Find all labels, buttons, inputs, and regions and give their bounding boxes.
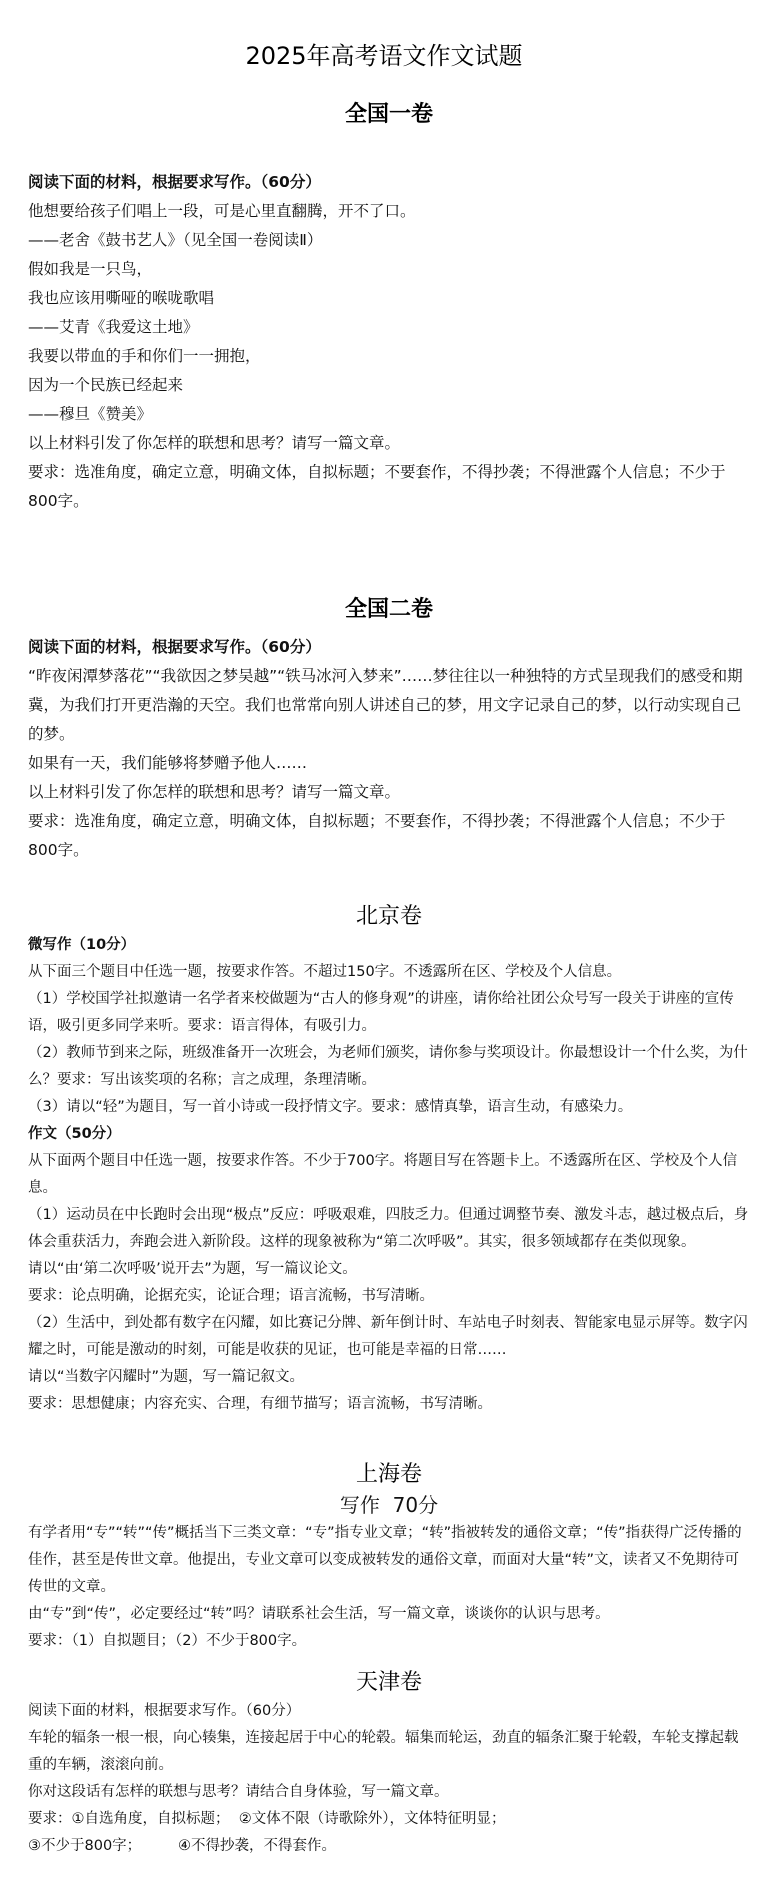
section-national-2: [28, 595, 750, 865]
requirement-line: ③不少于800字； ④不得抄袭，不得套作。: [28, 1838, 337, 1854]
essay-line: 要求：论点明确，论据充实，论证合理；语言流畅，书写清晰。: [28, 1288, 434, 1304]
section-national-1: [28, 100, 750, 516]
instruction: 阅读下面的材料，根据要求写作。（60分）: [28, 638, 321, 656]
material-source: ——穆旦《赞美》: [28, 405, 153, 423]
material-line: 车轮的辐条一根一根，向心辏集，连接起居于中心的轮毂。辐集而轮运，劲直的辐条汇聚于轮毂，车轮支撑起载重的车辆，滚滚向前。: [28, 1730, 739, 1773]
essay-line: （2）生活中，到处都有数字在闪耀，如比赛记分牌、新年倒计时、车站电子时刻表、智能家电显示屏等。数字闪耀之时，可能是激动的时刻，可能是收获的见证，也可能是幸福的日常……: [28, 1315, 748, 1358]
section-title: 全国一卷: [344, 102, 433, 127]
requirement-line: 要求：①自选角度，自拟标题； ②文体不限（诗歌除外），文体特征明显；: [28, 1811, 506, 1827]
requirement-line: 要求：（1）自拟题目；（2）不少于800字。: [28, 1633, 307, 1649]
section-beijing: [28, 902, 750, 1418]
section-shanghai: [28, 1460, 750, 1655]
requirement-line: 要求：选准角度，确定立意，明确文体，自拟标题；不要套作，不得抄袭；不得泄露个人信息；不少于800字。: [28, 463, 726, 510]
material-source: ——艾青《我爱这土地》: [28, 318, 199, 336]
instruction: 阅读下面的材料，根据要求写作。（60分）: [28, 1703, 301, 1719]
section-tianjin: [28, 1668, 750, 1860]
essay-line: 请以“当数字闪耀时”为题，写一篇记叙文。: [28, 1369, 305, 1385]
prompt-line: 以上材料引发了你怎样的联想和思考？请写一篇文章。: [28, 783, 401, 801]
section-title: 北京卷: [355, 904, 422, 929]
document-title: 2025年高考语文作文试题: [245, 42, 523, 70]
material-line: 如果有一天，我们能够将梦赠予他人……: [28, 754, 308, 772]
material-line: “昨夜闲潭梦落花”“我欲因之梦吴越”“铁马冰河入梦来”……梦往往以一种独特的方式呈现我们的感受和期冀，为我们打开更浩瀚的天空。我们也常常向别人讲述自己的梦，用文字记录自己的梦，以行动实现自己的梦。: [28, 667, 743, 743]
material-line: 他想要给孩子们唱上一段，可是心里直翻腾，开不了口。: [28, 202, 416, 220]
material-line: 我也应该用嘶哑的喉咙歌唱: [28, 289, 215, 307]
micro-writing-line: （2）教师节到来之际，班级准备开一次班会，为老师们颁奖，请你参与奖项设计。你最想设计一个什么奖，为什么？要求：写出该奖项的名称；言之成理，条理清晰。: [28, 1045, 748, 1088]
essay-line: 请以“由‘第二次呼吸’说开去”为题，写一篇议论文。: [28, 1261, 357, 1277]
essay-line: （1）运动员在中长跑时会出现“极点”反应：呼吸艰难，四肢乏力。但通过调整节奏、激发斗志，越过极点后，身体会重获活力，奔跑会进入新阶段。这样的现象被称为“第二次呼吸”。其实，很多领域都存在类似现象。: [28, 1207, 749, 1250]
section-title: 天津卷: [355, 1670, 422, 1695]
prompt-line: 以上材料引发了你怎样的联想和思考？请写一篇文章。: [28, 434, 401, 452]
micro-writing-line: （3）请以“轻”为题目，写一首小诗或一段抒情文字。要求：感情真挚，语言生动，有感染力。: [28, 1099, 633, 1115]
micro-writing-line: （1）学校国学社拟邀请一名学者来校做题为“古人的修身观”的讲座，请你给社团公众号写一段关于讲座的宣传语，吸引更多同学来听。要求：语言得体，有吸引力。: [28, 991, 734, 1034]
micro-writing-line: 从下面三个题目中任选一题，按要求作答。不超过150字。不透露所在区、学校及个人信息。: [28, 964, 622, 980]
essay-heading: 作文（50分）: [28, 1126, 121, 1142]
instruction: 阅读下面的材料，根据要求写作。（60分）: [28, 173, 321, 191]
material-source: ——老舍《鼓书艺人》（见全国一卷阅读Ⅱ）: [28, 231, 323, 249]
essay-line: 要求：思想健康；内容充实、合理，有细节描写；语言流畅，书写清晰。: [28, 1396, 492, 1412]
material-line: 我要以带血的手和你们一一拥抱，: [28, 347, 261, 365]
material-line: 假如我是一只鸟，: [28, 260, 153, 278]
material-line: 有学者用“专”“转”“传”概括当下三类文章：“专”指专业文章；“转”指被转发的通俗文章；“传”指获得广泛传播的佳作，甚至是传世文章。他提出，专业文章可以变成被转发的通俗文章，而面对大量“转”文，读者又不免期待可传世的文章。: [28, 1525, 742, 1595]
essay-line: 从下面两个题目中任选一题，按要求作答。不少于700字。将题目写在答题卡上。不透露所在区、学校及个人信息。: [28, 1153, 738, 1196]
section-title: 上海卷: [355, 1462, 422, 1487]
material-line: 因为一个民族已经起来: [28, 376, 184, 394]
requirement-line: 要求：选准角度，确定立意，明确文体，自拟标题；不要套作，不得抄袭；不得泄露个人信息；不少于800字。: [28, 812, 726, 859]
section-title: 全国二卷: [344, 597, 433, 622]
micro-writing-heading: 微写作（10分）: [28, 937, 136, 953]
prompt-line: 你对这段话有怎样的联想与思考？请结合自身体验，写一篇文章。: [28, 1784, 449, 1800]
prompt-line: 由“专”到“传”，必定要经过“转”吗？请联系社会生活，写一篇文章，谈谈你的认识与思考。: [28, 1606, 610, 1622]
section-subtitle: 写作 70分: [339, 1493, 439, 1517]
